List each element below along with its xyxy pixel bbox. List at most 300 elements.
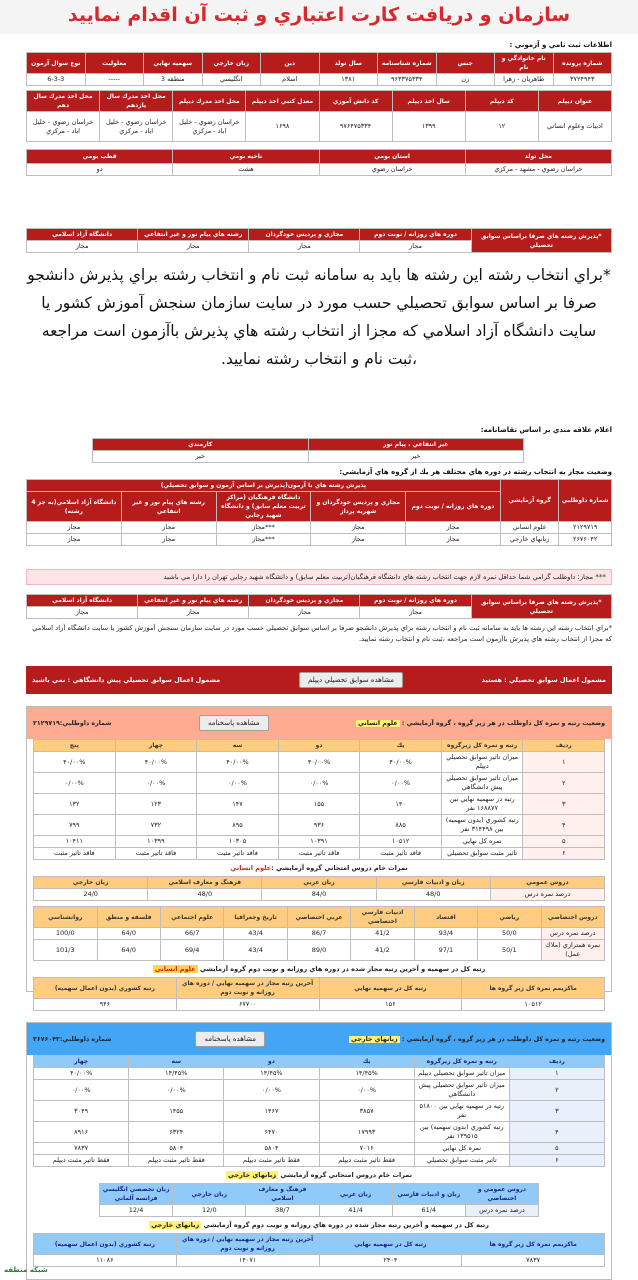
- languages-rank-cell: ۳۸۵۷: [319, 1101, 414, 1122]
- languages-rank-cell: ميزان تاثير سوابق تحصيلي ديپلم: [414, 1068, 509, 1080]
- humanities-rank-head: سه: [197, 740, 279, 752]
- diploma-head: عنوان ديپلم: [538, 91, 611, 112]
- languages-rank-cell: ۱۴۶۷: [224, 1101, 319, 1122]
- languages-rank-cell: ۶۴۷۰: [224, 1122, 319, 1143]
- registration-table: [26, 52, 612, 86]
- humanities-rank-cell: ۱۴۰: [360, 794, 442, 815]
- registration-value: طاهريان - زهرا: [495, 74, 554, 86]
- humanities-rank-cell: ۱۰۳۹۹: [115, 836, 197, 848]
- group-head: دوره هاي روزانه / نوبت دوم: [406, 492, 501, 522]
- birth-head: ناحيه بومي: [173, 150, 319, 164]
- languages-rank-cell: ۳: [509, 1101, 604, 1122]
- humanities-rank-cell: ۳: [523, 794, 605, 815]
- humanities-raw-specialized-cell: 64/0: [97, 940, 160, 961]
- humanities-raw-specialized-cell: 43/4: [224, 940, 287, 961]
- humanities-raw-specialized-cell: 97/1: [414, 940, 477, 961]
- birth-value: خراسان رضوي - مشهد - مركزي: [465, 164, 611, 176]
- page-title: سازمان و دریافت کارت اعتباري و ثبت آن اقدام نمایید: [67, 4, 571, 26]
- humanities-rank-cell: ۰/۰۰%: [197, 773, 279, 794]
- languages-rank-row: [34, 1080, 605, 1101]
- birth-table: [26, 149, 612, 176]
- records-admission-head: مجازي و پرديس خودگردان: [249, 595, 360, 607]
- birth-value: خراسان رضوي: [319, 164, 465, 176]
- languages-panel: [26, 1022, 612, 1280]
- group-status-cell: علوم انساني: [500, 522, 559, 534]
- languages-rank-row: [34, 1101, 605, 1122]
- humanities-raw-specialized-table: [33, 906, 605, 961]
- humanities-rank-cell: ۹۳۶: [278, 815, 360, 836]
- languages-rank-head: سه: [129, 1056, 224, 1068]
- records-admission-value: مجاز: [249, 241, 360, 253]
- interest-value: خير: [308, 451, 524, 463]
- languages-rank-cell: ۰/۰۰%: [224, 1080, 319, 1101]
- languages-rank-cell: نمره كل نهايي: [414, 1143, 509, 1155]
- diploma-head: محل اخذ مدرك سال يازدهم: [100, 91, 173, 112]
- languages-rank-cell: ۵: [509, 1143, 604, 1155]
- humanities-raw-general-head: فرهنگ و معارف اسلامي: [148, 877, 262, 889]
- humanities-raw-specialized-cell: 86/7: [287, 928, 350, 940]
- records-admission-head: مجازي و پرديس خودگردان: [249, 229, 360, 241]
- humanities-rank-table: [33, 739, 605, 860]
- humanities-rank-cell: فاقد تاثير مثبت: [360, 848, 442, 860]
- languages-rank-cell: ۳۰۴۹: [34, 1101, 129, 1122]
- teacher-univ-note: [26, 569, 612, 585]
- group-status-cell: ***مجاز: [216, 534, 311, 546]
- humanities-rank-cell: ۱۰۳۹۱: [278, 836, 360, 848]
- diploma-value: ۱۲: [465, 112, 538, 142]
- languages-final-head: رتبه كل در سهميه نهايي: [319, 1234, 462, 1255]
- humanities-rank-cell: ۰/۰۰%: [34, 773, 116, 794]
- languages-rank-cell: ۱۴/۴۵%: [319, 1068, 414, 1080]
- humanities-raw-specialized-cell: 101/3: [34, 940, 98, 961]
- humanities-raw-specialized-head: رياضي: [478, 907, 541, 928]
- humanities-rank-cell: ميزان تاثير سوابق تحصيلي ديپلم: [441, 752, 523, 773]
- diploma-value: خراسان رضوي - خليل اباد - مركزي: [27, 112, 100, 142]
- humanities-rank-head: چهار: [115, 740, 197, 752]
- diploma-value: ۱۳۹۹: [392, 112, 465, 142]
- humanities-rank-cell: رتبه در سهميه نهايي بين ۱۶۸۸۷۷ نفر: [441, 794, 523, 815]
- candidate-number: شماره داوطلبي:۲۱۲۹۷۱۹: [33, 719, 112, 727]
- languages-rank-cell: ۶: [509, 1155, 604, 1167]
- languages-rank-cell: ۵۸۰۴: [224, 1143, 319, 1155]
- diploma-head: كد ديپلم: [465, 91, 538, 112]
- group-status-label: وضعيت مجاز به انتخاب رشته در دوره هاي مختلف هر يك از گروه هاي آزمايشي:: [339, 468, 612, 476]
- registration-section: [26, 41, 612, 176]
- group-status-cell: ۲۶۷۶۰۴۲: [559, 534, 612, 546]
- humanities-rank-cell: فاقد تاثير مثبت: [278, 848, 360, 860]
- diploma-value: ۹۷۶۴۷۵۳۳۴: [319, 112, 392, 142]
- records-admission-head: دوره هاي روزانه / نوبت دوم: [360, 229, 471, 241]
- languages-rank-cell: ۴: [509, 1122, 604, 1143]
- humanities-rank-cell: ۸۹۵: [197, 815, 279, 836]
- humanities-raw-specialized-head: روانشناسي: [34, 907, 98, 928]
- watermark-logo: شبکه منطقه: [4, 1266, 48, 1274]
- languages-rank-cell: ۰/۰۰%: [319, 1080, 414, 1101]
- humanities-raw-specialized-cell: 93/4: [414, 928, 477, 940]
- languages-rank-cell: فقط تاثير مثبت ديپلم: [34, 1155, 129, 1167]
- humanities-rank-cell: ۸۸۵: [360, 815, 442, 836]
- languages-raw-value: 38/7: [246, 1205, 319, 1217]
- records-admission-table-2: [26, 594, 612, 619]
- languages-rank-cell: ۶۳۲۴: [129, 1122, 224, 1143]
- records-admission-value: مجاز: [138, 241, 249, 253]
- humanities-raw-specialized-cell: 50/0: [478, 928, 541, 940]
- diploma-value: ادبيات وعلوم انساني: [538, 112, 611, 142]
- humanities-rank-cell: ۱۰۴۱۱: [34, 836, 116, 848]
- view-diploma-records-button[interactable]: مشاهده سوابق تحصيلي ديپلم: [299, 672, 403, 688]
- languages-rank-cell: ۲: [509, 1080, 604, 1101]
- records-status-bar: [26, 666, 612, 694]
- records-status-left: مشمول اعمال سوابق تحصيلي پيش دانشگاهي : نمي باشيد: [32, 676, 221, 684]
- languages-final-head: رتبه كشوري (بدون اعمال سهميه): [34, 1234, 177, 1255]
- humanities-rank-cell: ميزان تاثير سوابق تحصيلي پيش دانشگاهي: [441, 773, 523, 794]
- registration-head: زبان خارجي: [202, 53, 261, 74]
- humanities-raw-specialized-head: تاريخ وجغرافيا: [224, 907, 287, 928]
- diploma-head: سال اخذ ديپلم: [392, 91, 465, 112]
- registration-value: 6-3-3: [27, 74, 86, 86]
- humanities-raw-specialized-cell: 41/2: [351, 940, 414, 961]
- languages-rank-cell: ۷۸۳۷: [34, 1143, 129, 1155]
- humanities-raw-specialized-cell: 69/4: [160, 940, 223, 961]
- humanities-final-head: آخرين رتبه مجاز در سهميه نهايي / دوره هاي روزانه و نوبت دوم: [176, 978, 319, 999]
- languages-rank-cell: ۱۴۵۵: [129, 1101, 224, 1122]
- humanities-final-caption: رتبه كل در سهميه و آخرين رتبه مجاز شده در دوره هاي روزانه و نوبت دوم گروه آزمايشي علوم انساني: [154, 965, 486, 973]
- humanities-raw-general-head: دروس عمومي: [490, 877, 604, 889]
- humanities-rank-cell: ۱۵۵: [278, 794, 360, 815]
- group-head: شماره داوطلبي: [559, 480, 612, 522]
- humanities-rank-cell: ۴۰/۰۰%: [115, 752, 197, 773]
- humanities-final-head: رتبه كشوري (بدون اعمال سهميه): [34, 978, 177, 999]
- group-status-cell: مجاز: [27, 522, 122, 534]
- humanities-raw-specialized-cell: 100/0: [34, 928, 98, 940]
- humanities-final-table: [33, 977, 605, 1011]
- group-head: دانشگاه آزاد اسلامي(به جز 4 رشته): [27, 492, 122, 522]
- languages-raw-caption: نمرات خام دروس امتحاني گروه آزمايشي زبانهاي خارجي: [227, 1171, 413, 1179]
- humanities-raw-specialized-head: ادبيات فارسي اختصاصي: [351, 907, 414, 928]
- records-admission-head: دانشگاه آزاد اسلامي: [27, 595, 138, 607]
- humanities-raw-general-table: [33, 876, 605, 901]
- humanities-rank-cell: ۱۲۳: [115, 794, 197, 815]
- registration-head: شماره پرونده: [553, 53, 612, 74]
- humanities-raw-general-value: 48/0: [376, 889, 490, 901]
- languages-rank-head: رتبه و نمره كل زيرگروه: [414, 1056, 509, 1068]
- humanities-rank-cell: ۰/۰۰%: [278, 773, 360, 794]
- humanities-rank-cell: فاقد تاثير مثبت: [115, 848, 197, 860]
- records-admission-value: مجاز: [360, 241, 471, 253]
- diploma-head: محل اخذ مدرك سال دهم: [27, 91, 100, 112]
- humanities-rank-cell: ۲: [523, 773, 605, 794]
- group-name-highlight: علوم انساني: [358, 719, 398, 727]
- group-status-cell: مجاز: [406, 534, 501, 546]
- languages-rank-cell: رتبه كشوري (بدون سهميه) بين ۱۳۹۵۱۵ نفر: [414, 1122, 509, 1143]
- humanities-rank-row: [34, 815, 605, 836]
- languages-rank-head: يك: [319, 1056, 414, 1068]
- humanities-final-value: ۱۵۶: [319, 999, 462, 1011]
- languages-rank-cell: ۰/۰۰%: [129, 1080, 224, 1101]
- group-head: گروه آزمايشي: [500, 480, 559, 522]
- humanities-raw-general-value: 48/0: [148, 889, 262, 901]
- humanities-raw-specialized-head: فلسفه و منطق: [97, 907, 160, 928]
- humanities-raw-general-label: درصد نمره درس: [490, 889, 604, 901]
- humanities-raw-specialized-cell: 50/1: [478, 940, 541, 961]
- group-status-table: [26, 479, 612, 546]
- languages-rank-cell: ۴۰/۰۰%: [34, 1068, 129, 1080]
- languages-rank-cell: ۱۴/۴۵%: [129, 1068, 224, 1080]
- birth-head: استان بومي: [319, 150, 465, 164]
- languages-raw-label: درصد نمره درس: [465, 1205, 538, 1217]
- languages-raw-head: دروس عمومي و اختصاصي: [465, 1184, 538, 1205]
- humanities-final-value: ۱۰۵۱۲: [462, 999, 605, 1011]
- humanities-rank-cell: ۱۴۷: [197, 794, 279, 815]
- languages-rank-cell: تاثير مثبت سوابق تحصيلي: [414, 1155, 509, 1167]
- languages-rank-row: [34, 1068, 605, 1080]
- languages-final-value: ۷۸۳۷: [462, 1255, 605, 1267]
- languages-final-value: ۱۴۰۷۱: [176, 1255, 319, 1267]
- humanities-rank-cell: ۱۳۲: [34, 794, 116, 815]
- humanities-final-head: ماكزيمم نمره كل زير گروه ها: [462, 978, 605, 999]
- languages-rank-row: [34, 1143, 605, 1155]
- interest-label: اعلام علاقه مندي بر اساس تقاضانامه:: [480, 426, 612, 434]
- registration-value: زن: [436, 74, 495, 86]
- humanities-rank-cell: ۴۰/۰۰%: [34, 752, 116, 773]
- diploma-value: ۱۶۹۸: [246, 112, 319, 142]
- interest-head: غير انتفاعي ، پيام نور: [308, 439, 524, 451]
- title-band: [0, 0, 638, 34]
- birth-value: هشت: [173, 164, 319, 176]
- registration-head: سهميه نهايي: [144, 53, 203, 74]
- humanities-rank-cell: ۷۳۲: [115, 815, 197, 836]
- languages-rank-cell: فقط تاثير مثبت ديپلم: [129, 1155, 224, 1167]
- group-status-cell: مجاز: [406, 522, 501, 534]
- humanities-rank-cell: فاقد تاثير مثبت: [197, 848, 279, 860]
- languages-final-value: ۱۱۰۸۶: [34, 1255, 177, 1267]
- interest-head: كارمندي: [93, 439, 309, 451]
- languages-raw-head: زبان عربي: [319, 1184, 392, 1205]
- humanities-rank-cell: ۴: [523, 815, 605, 836]
- humanities-raw-specialized-cell: 43/4: [224, 928, 287, 940]
- birth-head: قطب بومي: [27, 150, 173, 164]
- birth-value: دو: [27, 164, 173, 176]
- languages-final-caption: رتبه كل در سهميه و آخرين رتبه مجاز شده در دوره هاي روزانه و نوبت دوم گروه آزمايشي زبانهاي خارجي: [151, 1221, 489, 1229]
- humanities-rank-row: [34, 794, 605, 815]
- humanities-rank-head: رتبه و نمره كل زيرگروه: [441, 740, 523, 752]
- diploma-value: خراسان رضوي - خليل اباد - مركزي: [100, 112, 173, 142]
- languages-raw-value: 61/4: [392, 1205, 465, 1217]
- humanities-rank-cell: ۱۰۵۱۲: [360, 836, 442, 848]
- records-admission-value: مجاز: [27, 241, 138, 253]
- humanities-rank-cell: ۴۰/۰۰%: [278, 752, 360, 773]
- languages-rank-head: چهار: [34, 1056, 129, 1068]
- languages-raw-value: 41/4: [319, 1205, 392, 1217]
- humanities-raw-specialized-head: اقتصاد: [414, 907, 477, 928]
- registration-value: اسلام: [261, 74, 320, 86]
- group-status-cell: ***مجاز: [216, 522, 311, 534]
- records-note-large: *براي انتخاب رشته اين رشته ها بايد به سامانه ثبت نام و انتخاب رشته براي پذيرش دانشجو صرفا بر اساس سوابق تحصيلي حسب مورد در سايت سازمان سنجش آموزش كشور يا سايت دانشگاه آزاد اسلامي كه مجزا از انتخاب رشته هاي پذيرش باآزمون است مراجعه ،ثبت نام و انتخاب رشته نماييد.: [27, 266, 611, 368]
- records-admission-head: رشته هاي پيام نور و غير انتفاعي: [138, 595, 249, 607]
- humanities-raw-specialized-cell: 66/7: [160, 928, 223, 940]
- group-head: دانشگاه فرهنگيان (مراكز تربيت معلم سابق) و دانشگاه شهيد رجايي: [216, 492, 311, 522]
- humanities-rank-cell: نمره كل نهايي: [441, 836, 523, 848]
- languages-final-head: آخرين رتبه مجاز در سهميه نهايي / دوره هاي روزانه و نوبت دوم: [176, 1234, 319, 1255]
- group-status-row: [27, 522, 612, 534]
- group-head: رشته هاي پيام نور و غير انتفاعي: [121, 492, 216, 522]
- humanities-raw-specialized-row: [34, 940, 605, 961]
- humanities-panel: [26, 706, 612, 1008]
- records-admission-section: [26, 228, 612, 373]
- records-admission-value: مجاز: [249, 607, 360, 619]
- group-status-cell: مجاز: [311, 522, 406, 534]
- humanities-raw-specialized-head: دروس اختصاصي: [541, 907, 604, 928]
- languages-rank-cell: ۱: [509, 1068, 604, 1080]
- registration-head: نوع سوال آزمون: [27, 53, 86, 74]
- humanities-panel-head: [27, 707, 611, 739]
- group-top-head: پذيرش رشته هاي با آزمون(پذيرش بر اساس آزمون و سوابق تحصيلي): [27, 480, 501, 492]
- records-note-small: *براي انتخاب رشته اين رشته ها بايد به سامانه ثبت نام و انتخاب رشته براي پذيرش دانشجو صرفا بر اساس سوابق تحصيلي حسب مورد در سايت سازمان سنجش آموزش كشور يا سايت دانشگاه آزاد اسلامي كه مجزا از انتخاب رشته هاي پذيرش باآزمون است مراجعه ،ثبت نام و انتخاب رشته نماييد.: [32, 624, 612, 643]
- registration-value: ۹۶۳۳۷۵۳۳۴: [378, 74, 437, 86]
- registration-head: سال تولد: [319, 53, 378, 74]
- interest-value: خير: [93, 451, 309, 463]
- languages-rank-cell: ۸۹۱۶: [34, 1122, 129, 1143]
- humanities-raw-specialized-row: [34, 928, 605, 940]
- humanities-rank-cell: ۶: [523, 848, 605, 860]
- panel-status-title: وضعيت رتبه و نمره كل داوطلب در هر زير گروه ، گروه آزمايشي : علوم انساني: [358, 719, 605, 727]
- registration-head: دين: [261, 53, 320, 74]
- registration-head: شماره شناسنامه: [378, 53, 437, 74]
- languages-raw-head: زبان تخصصي انگليسي فرانسه آلماني: [100, 1184, 173, 1205]
- languages-rank-cell: ۷۰۱۶: [319, 1143, 414, 1155]
- humanities-raw-caption: نمرات خام دروس امتحاني گروه آزمايشي :علوم انساني: [230, 864, 408, 872]
- languages-rank-head: رديف: [509, 1056, 604, 1068]
- humanities-raw-general-head: زبان و ادبيات فارسي: [376, 877, 490, 889]
- registration-value: -----: [85, 74, 144, 86]
- humanities-rank-row: [34, 848, 605, 860]
- humanities-rank-cell: ۱۰۳۰۵: [197, 836, 279, 848]
- humanities-rank-cell: تاثير مثبت سوابق تحصيلي: [441, 848, 523, 860]
- humanities-final-value: ۶۷۷۰۰: [176, 999, 319, 1011]
- languages-raw-table: [99, 1183, 539, 1217]
- group-status-cell: زبانهاي خارجي: [500, 534, 559, 546]
- records-admission-value: مجاز: [27, 607, 138, 619]
- view-answer-sheet-button[interactable]: مشاهده پاسخنامه: [199, 715, 269, 731]
- records-admission-head: رشته هاي پيام نور و غير انتفاعي: [138, 229, 249, 241]
- humanities-rank-cell: ۴۰/۰۰%: [197, 752, 279, 773]
- humanities-rank-cell: ۷۹۹: [34, 815, 116, 836]
- humanities-raw-general-head: زبان عربي: [262, 877, 376, 889]
- humanities-rank-cell: ۱: [523, 752, 605, 773]
- humanities-raw-general-value: 24/0: [34, 889, 148, 901]
- birth-head: محل تولد: [465, 150, 611, 164]
- humanities-raw-specialized-cell: نمره همترازي (ملاك عمل): [541, 940, 604, 961]
- diploma-head: محل اخذ مدرك ديپلم: [173, 91, 246, 112]
- humanities-raw-specialized-cell: 41/2: [351, 928, 414, 940]
- registration-value: ۱۳۸۱: [319, 74, 378, 86]
- registration-value: انگليسي: [202, 74, 261, 86]
- humanities-rank-row: [34, 752, 605, 773]
- registration-label: اطلاعات ثبت نامي و آزموني :: [509, 41, 612, 49]
- group-status-section: [26, 468, 612, 546]
- group-status-cell: مجاز: [311, 534, 406, 546]
- humanities-rank-cell: ۴۰/۰۰%: [360, 752, 442, 773]
- humanities-raw-specialized-head: علوم اجتماعي: [160, 907, 223, 928]
- humanities-raw-specialized-cell: درصد نمره درس: [541, 928, 604, 940]
- note-stars: ***: [595, 573, 606, 581]
- group-status-row: [27, 534, 612, 546]
- humanities-rank-cell: ۰/۰۰%: [360, 773, 442, 794]
- note-text: مجاز: داوطلب گرامي شما حداقل نمره لازم جهت انتخاب رشته هاي دانشگاه فرهنگيان(تربيت معلم سابق) و دانشگاه شهيد رجايي تهران را دارا مي باشيد: [163, 573, 594, 581]
- group-name-highlight: زبانهاي خارجي: [351, 1035, 398, 1043]
- records-admission-head: دانشگاه آزاد اسلامي: [27, 229, 138, 241]
- records-admission-table: [26, 228, 612, 253]
- languages-raw-head: زبان خارجي: [173, 1184, 246, 1205]
- humanities-rank-row: [34, 773, 605, 794]
- humanities-raw-specialized-head: عربي اختصاصي: [287, 907, 350, 928]
- group-head: مجازي و پرديس خودگردان و شهريه پرداز: [311, 492, 406, 522]
- records-admission-value: مجاز: [360, 607, 471, 619]
- languages-rank-row: [34, 1122, 605, 1143]
- group-status-cell: ۲۱۲۹۷۱۹: [559, 522, 612, 534]
- registration-head: نام خانوادگي و نام: [495, 53, 554, 74]
- records-admission-section-2: [26, 594, 612, 645]
- languages-raw-head: زبان و ادبيات فارسي: [392, 1184, 465, 1205]
- languages-rank-cell: ميزان تاثير سوابق تحصيلي پيش دانشگاهي: [414, 1080, 509, 1101]
- languages-rank-cell: ۱۷۹۹۳: [319, 1122, 414, 1143]
- humanities-raw-general-head: زبان خارجي: [34, 877, 148, 889]
- languages-final-table: [33, 1233, 605, 1267]
- registration-head: جنس: [436, 53, 495, 74]
- languages-rank-cell: ۵۸۰۴: [129, 1143, 224, 1155]
- records-admission-title: *پذيرش رشته هاي صرفا براساس سوابق تحصيلي: [471, 229, 611, 253]
- humanities-rank-head: رديف: [523, 740, 605, 752]
- languages-rank-head: دو: [224, 1056, 319, 1068]
- group-status-cell: مجاز: [121, 522, 216, 534]
- registration-value: منطقه 3: [144, 74, 203, 86]
- languages-raw-head: فرهنگ و معارف اسلامي: [246, 1184, 319, 1205]
- languages-final-value: ۲۴۰۴: [319, 1255, 462, 1267]
- languages-rank-cell: ۱۴/۴۵%: [224, 1068, 319, 1080]
- registration-value: ۳۷۲۴۹۴۳: [553, 74, 612, 86]
- languages-raw-value: 12/4: [100, 1205, 173, 1217]
- languages-final-head: ماكزيمم نمره كل زير گروه ها: [462, 1234, 605, 1255]
- humanities-rank-head: دو: [278, 740, 360, 752]
- humanities-final-value: ۹۴۶: [34, 999, 177, 1011]
- interest-section: [26, 426, 612, 463]
- humanities-rank-cell: رتبه كشوري (بدون سهميه) بين ۳۱۴۴۹۸ نفر: [441, 815, 523, 836]
- languages-rank-cell: ۰/۰۰%: [34, 1080, 129, 1101]
- humanities-final-head: رتبه كل در سهميه نهايي: [319, 978, 462, 999]
- candidate-number: شماره داوطلبي:۲۶۷۶۰۴۲: [33, 1035, 112, 1043]
- humanities-rank-head: يك: [360, 740, 442, 752]
- humanities-raw-specialized-cell: 64/0: [97, 928, 160, 940]
- diploma-value: خراسان رضوي - خليل اباد - مركزي: [173, 112, 246, 142]
- languages-rank-cell: فقط تاثير مثبت ديپلم: [319, 1155, 414, 1167]
- languages-rank-table: [33, 1055, 605, 1167]
- humanities-raw-general-value: 84/0: [262, 889, 376, 901]
- group-status-cell: مجاز: [27, 534, 122, 546]
- registration-head: معلوليت: [85, 53, 144, 74]
- languages-rank-cell: فقط تاثير مثبت ديپلم: [224, 1155, 319, 1167]
- languages-rank-cell: رتبه در سهميه نهايي بين ۵۱۸۰۰ نفر: [414, 1101, 509, 1122]
- records-admission-value: مجاز: [138, 607, 249, 619]
- humanities-rank-cell: ۵: [523, 836, 605, 848]
- humanities-rank-row: [34, 836, 605, 848]
- diploma-head: كد دانش آموزي: [319, 91, 392, 112]
- group-status-cell: مجاز: [121, 534, 216, 546]
- languages-panel-head: [27, 1023, 611, 1055]
- records-admission-title: *پذيرش رشته هاي صرفا براساس سوابق تحصيلي: [471, 595, 611, 619]
- humanities-rank-head: پنج: [34, 740, 116, 752]
- view-answer-sheet-button[interactable]: مشاهده پاسخنامه: [195, 1031, 265, 1047]
- humanities-rank-cell: ۰/۰۰%: [115, 773, 197, 794]
